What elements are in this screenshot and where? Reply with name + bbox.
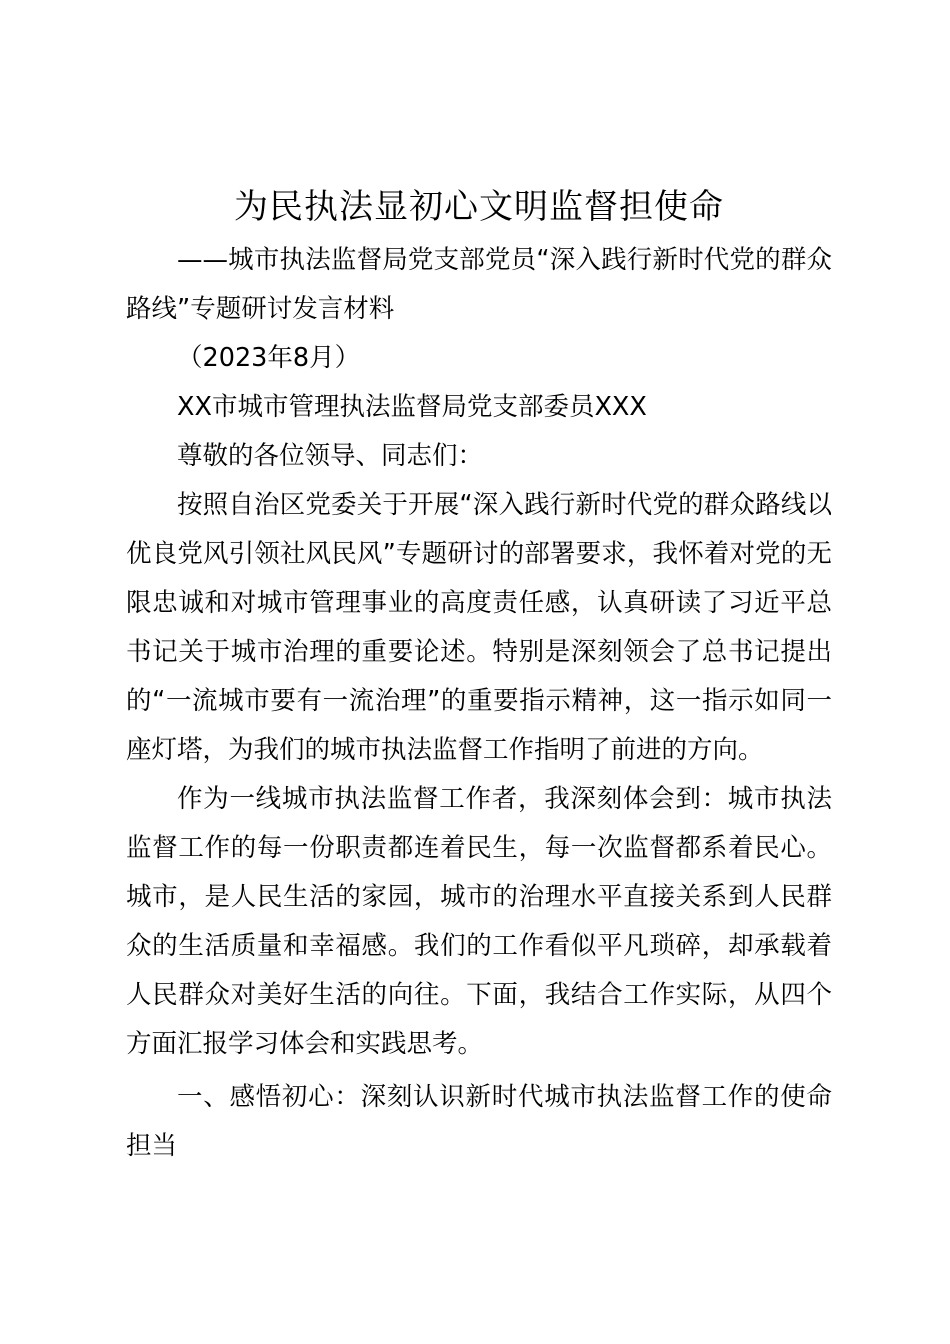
body-paragraph-1: 按照自治区党委关于开展“深入践行新时代党的群众路线以优良党风引领社风民风”专题研讨的部署要求，我怀着对党的无限忠诚和对城市管理事业的高度责任感，认真研读了习近平总书记关于城市治理的重要论述。特别是深刻领会了总书记提出的“一流城市要有一流治理”的重要指示精神，这一指示如同一座灯塔，为我们的城市执法监督工作指明了前进的方向。	[126, 490, 832, 765]
document-title: 为民执法显初心文明监督担使命	[234, 187, 724, 227]
salutation: 尊敬的各位领导、同志们：	[177, 441, 484, 471]
document-author: XX市城市管理执法监督局党支部委员XXX	[177, 392, 647, 422]
document-body	[126, 178, 832, 1171]
document-date: （2023年8月）	[177, 343, 361, 373]
document-subtitle: ——城市执法监督局党支部党员“深入践行新时代党的群众路线”专题研讨发言材料	[126, 245, 832, 324]
section-heading: 一、感悟初心：深刻认识新时代城市执法监督工作的使命担当	[126, 1082, 832, 1161]
body-paragraph-2: 作为一线城市执法监督工作者，我深刻体会到：城市执法监督工作的每一份职责都连着民生，每一次监督都系着民心。城市，是人民生活的家园，城市的治理水平直接关系到人民群众的生活质量和幸福感。我们的工作看似平凡琐碎，却承载着人民群众对美好生活的向往。下面，我结合工作实际，从四个方面汇报学习体会和实践思考。	[126, 784, 832, 1059]
